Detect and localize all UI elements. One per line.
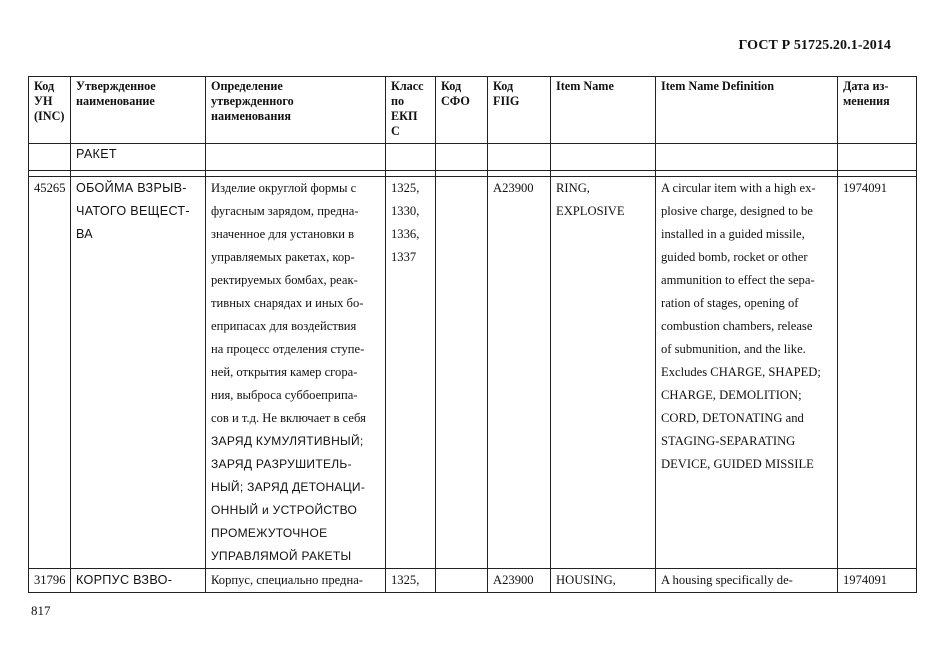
definition-text: Корпус, специально предна- [211,573,363,587]
cell-date: 1974091 [838,177,917,569]
cell-item-definition [656,144,838,171]
cell-class: 1325, [386,569,436,593]
cell-definition [206,569,386,593]
definition-exclusions: ЗАРЯД КУМУЛЯТИВНЫЙ; ЗАРЯД РАЗРУШИТЕЛЬ- НЫЙ; ЗАРЯД ДЕТОНАЦИ- ОННЫЙ и УСТРОЙСТВО ПРОМЕЖУТОЧНОЕ УПРАВЛЯМОЙ РАКЕТЫ [211,434,366,563]
table-header-row [29,77,917,144]
cell-fiig: A23900 [488,177,551,569]
cell-class: 1325, 1330, 1336, 1337 [386,177,436,569]
cell-date [838,144,917,171]
cell-fiig [488,144,551,171]
cell-date: 1974091 [838,569,917,593]
header-item-name: Item Name [551,77,656,144]
cell-item-name: HOUSING, [551,569,656,593]
cell-definition [206,144,386,171]
document-header: ГОСТ Р 51725.20.1-2014 [738,38,891,53]
cell-item-name [551,144,656,171]
cell-fiig: A23900 [488,569,551,593]
header-class: Класс по ЕКП С [386,77,436,144]
cell-name: РАКЕТ [71,144,206,171]
cell-sfo [436,569,488,593]
cell-item-name: RING, EXPLOSIVE [551,177,656,569]
nomenclature-table [28,76,917,593]
definition-text: Изделие округлой формы с фугасным зарядом, предна- значенное для установки в управляемых ракетах, кор- ректируемых бомбах, реак- тивных снарядах и иных бо- еприпасах для воздействия на процесс отделения ступе- ней, открытия камер сгора- ния, выброса суббоеприпа- сов и т.д. Не включает в себя [211,181,366,425]
header-inc: Код УН (INC) [29,77,71,144]
cell-name: КОРПУС ВЗВО- [71,569,206,593]
header-name-definition: Определение утвержденного наименования [206,77,386,144]
cell-sfo [436,144,488,171]
table-row [29,177,917,569]
cell-inc: 31796 [29,569,71,593]
cell-inc: 45265 [29,177,71,569]
table-row [29,569,917,593]
cell-definition [206,177,386,569]
header-change-date: Дата из- менения [838,77,917,144]
cell-inc [29,144,71,171]
header-fiig: Код FIIG [488,77,551,144]
cell-name: ОБОЙМА ВЗРЫВ- ЧАТОГО ВЕЩЕСТ- ВА [71,177,206,569]
header-approved-name: Утвержденное наименование [71,77,206,144]
cell-sfo [436,177,488,569]
continuation-row [29,144,917,171]
header-sfo: Код СФО [436,77,488,144]
page-number: 817 [31,603,51,618]
cell-item-definition: A housing specifically de- [656,569,838,593]
header-item-name-definition: Item Name Definition [656,77,838,144]
cell-class [386,144,436,171]
cell-item-definition: A circular item with a high ex- plosive charge, designed to be installed in a guided missile, guided bomb, rocket or other ammunition to effect the sepa- ration of stages, opening of combustion chambers, release of submunition, and the like. Excludes CHARGE, SHAPED; CHARGE, DEMOLITION; CORD, DETONATING and STAGING-SEPARATING DEVICE, GUIDED MISSILE [656,177,838,569]
